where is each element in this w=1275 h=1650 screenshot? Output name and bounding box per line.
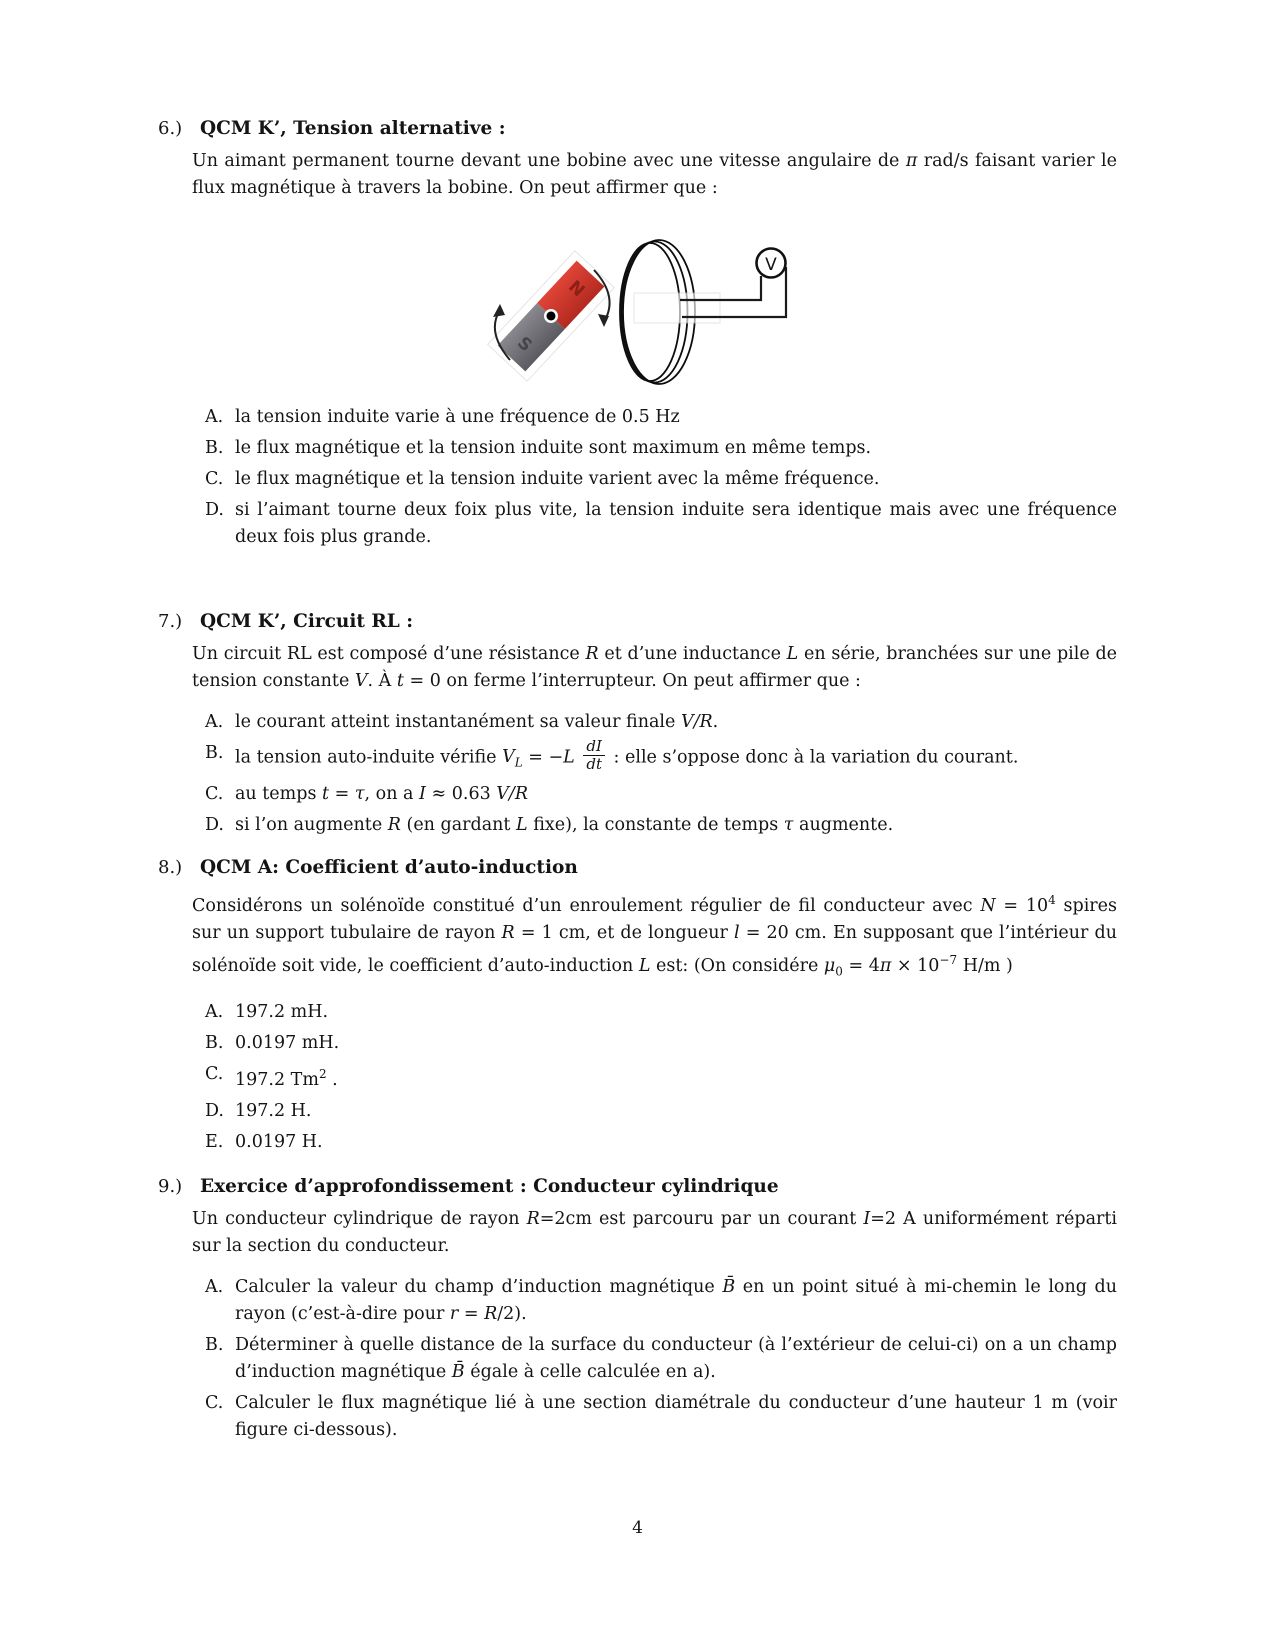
option-text: la tension induite varie à une fréquence de 0.5 Hz bbox=[235, 407, 680, 427]
option-row bbox=[205, 1390, 1117, 1444]
question-number: 7.) bbox=[158, 611, 183, 632]
option-letter: A. bbox=[205, 407, 224, 427]
option-row bbox=[205, 1129, 1117, 1156]
question-title: QCM A: Coefficient d’auto-induction bbox=[200, 856, 578, 878]
option-text: Calculer le flux magnétique lié à une section diamétrale du conducteur d’une hauteur 1 m (voir figure ci-dessous). bbox=[235, 1392, 1117, 1440]
question-6 bbox=[158, 116, 1117, 551]
option-letter: E. bbox=[205, 1131, 224, 1152]
option-letter: C. bbox=[205, 1392, 224, 1413]
option-text: le flux magnétique et la tension induite varient avec la même fréquence. bbox=[235, 469, 880, 489]
question-number: 6.) bbox=[158, 118, 183, 139]
option-text: 0.0197 mH. bbox=[235, 1032, 340, 1053]
question-7 bbox=[158, 609, 1117, 839]
voltmeter bbox=[757, 249, 786, 278]
question-6-options bbox=[205, 404, 1117, 551]
question-title: QCM K’, Circuit RL : bbox=[200, 611, 414, 632]
magnet-coil-figure bbox=[458, 220, 803, 390]
option-text: si l’aimant tourne deux foix plus vite, la tension induite sera identique mais avec une fréquence deux fois plus grande. bbox=[235, 500, 1117, 547]
question-8 bbox=[158, 855, 1117, 1156]
question-6-header bbox=[158, 116, 1117, 142]
option-row bbox=[205, 497, 1117, 551]
option-row bbox=[205, 1098, 1117, 1125]
option-text: le courant atteint instantanément sa valeur finale V/R. bbox=[235, 712, 719, 732]
option-row bbox=[205, 999, 1117, 1026]
option-row bbox=[205, 1332, 1117, 1386]
option-text: le flux magnétique et la tension induite sont maximum en même temps. bbox=[235, 438, 872, 458]
option-row bbox=[205, 812, 1117, 839]
option-letter: B. bbox=[205, 1334, 224, 1355]
terminal-box bbox=[634, 293, 720, 323]
option-letter: D. bbox=[205, 500, 224, 520]
question-8-options bbox=[205, 999, 1117, 1156]
option-letter: A. bbox=[205, 1276, 224, 1297]
question-9-intro: Un conducteur cylindrique de rayon R=2cm est parcouru par un courant I=2 A uniformément réparti sur la section du conducteur. bbox=[192, 1208, 1118, 1256]
question-9-header bbox=[158, 1174, 1117, 1200]
option-row bbox=[205, 781, 1117, 808]
north-pole-label: N bbox=[564, 276, 589, 302]
option-text: au temps t = τ, on a I ≈ 0.63 V/R bbox=[235, 783, 528, 804]
question-7-intro: Un circuit RL est composé d’une résistance R et d’une inductance L en série, branchées sur une pile de tension constante V. À t = 0 on ferme l’interrupteur. On peut affirmer que : bbox=[192, 644, 1117, 691]
option-text: 197.2 mH. bbox=[235, 1001, 329, 1022]
page-number: 4 bbox=[632, 1518, 643, 1538]
option-text: si l’on augmente R (en gardant L fixe), la constante de temps τ augmente. bbox=[235, 814, 894, 835]
magnet-coil-svg bbox=[458, 220, 803, 390]
question-6-intro: Un aimant permanent tourne devant une bobine avec une vitesse angulaire de π rad/s faisant varier le flux magnétique à travers la bobine. On peut affirmer que : bbox=[192, 151, 1117, 198]
option-row bbox=[205, 466, 1117, 493]
voltmeter-label: V bbox=[765, 255, 777, 275]
option-text: 197.2 H. bbox=[235, 1100, 312, 1121]
question-number: 9.) bbox=[158, 1175, 183, 1197]
question-8-header bbox=[158, 855, 1117, 881]
question-title: QCM K’, Tension alternative : bbox=[200, 118, 506, 139]
option-letter: A. bbox=[205, 1001, 224, 1022]
option-text: 0.0197 H. bbox=[235, 1131, 323, 1152]
option-letter: C. bbox=[205, 783, 224, 804]
option-row bbox=[205, 404, 1117, 431]
option-text: 197.2 Tm$^2$ . bbox=[235, 1066, 338, 1090]
option-text: Déterminer à quelle distance de la surface du conducteur (à l’extérieur de celui-ci) on a un champ d’induction magnétique B̄ égale à celle calculée en a). bbox=[235, 1334, 1117, 1382]
option-letter: C. bbox=[205, 1063, 224, 1084]
question-title: Exercice d’approfondissement : Conducteur cylindrique bbox=[200, 1175, 779, 1197]
option-letter: C. bbox=[205, 469, 224, 489]
option-row bbox=[205, 1030, 1117, 1057]
question-8-intro: Considérons un solénoïde constitué d’un enroulement régulier de fil conducteur avec $N = 10^4$ spires sur un support tubulaire de rayon R = 1 cm, et de longueur l = 20 cm. En supposant que l’intérieur du solénoïde soit vide, le coefficient d’auto-induction L est: (On considére $\mu_0 = 4\pi \times 10^{-7}$ H/m ) bbox=[192, 892, 1117, 978]
option-letter: A. bbox=[205, 712, 224, 732]
question-9-options bbox=[205, 1274, 1117, 1444]
option-letter: D. bbox=[205, 814, 224, 835]
south-pole-label: S bbox=[513, 333, 536, 357]
option-row bbox=[205, 737, 1117, 777]
option-letter: B. bbox=[205, 1032, 224, 1053]
option-letter: B. bbox=[205, 438, 224, 458]
question-7-options bbox=[205, 709, 1117, 839]
option-letter: D. bbox=[205, 1100, 224, 1121]
question-number: 8.) bbox=[158, 856, 183, 878]
option-text: la tension auto-induite vérifie $V_L = -L$ $\frac{dI}{dt}$ : elle s’oppose donc à la variation du courant. bbox=[235, 737, 1019, 774]
page-content bbox=[158, 116, 1117, 1448]
option-letter: B. bbox=[205, 743, 224, 763]
question-9 bbox=[158, 1174, 1117, 1444]
option-text: Calculer la valeur du champ d’induction magnétique B̄ en un point situé à mi-chemin le long du rayon (c’est-à-dire pour r = R/2). bbox=[235, 1276, 1117, 1324]
option-row bbox=[205, 709, 1117, 736]
option-row bbox=[205, 1274, 1117, 1328]
option-row bbox=[205, 435, 1117, 462]
question-7-header bbox=[158, 609, 1117, 635]
option-row bbox=[205, 1061, 1117, 1094]
